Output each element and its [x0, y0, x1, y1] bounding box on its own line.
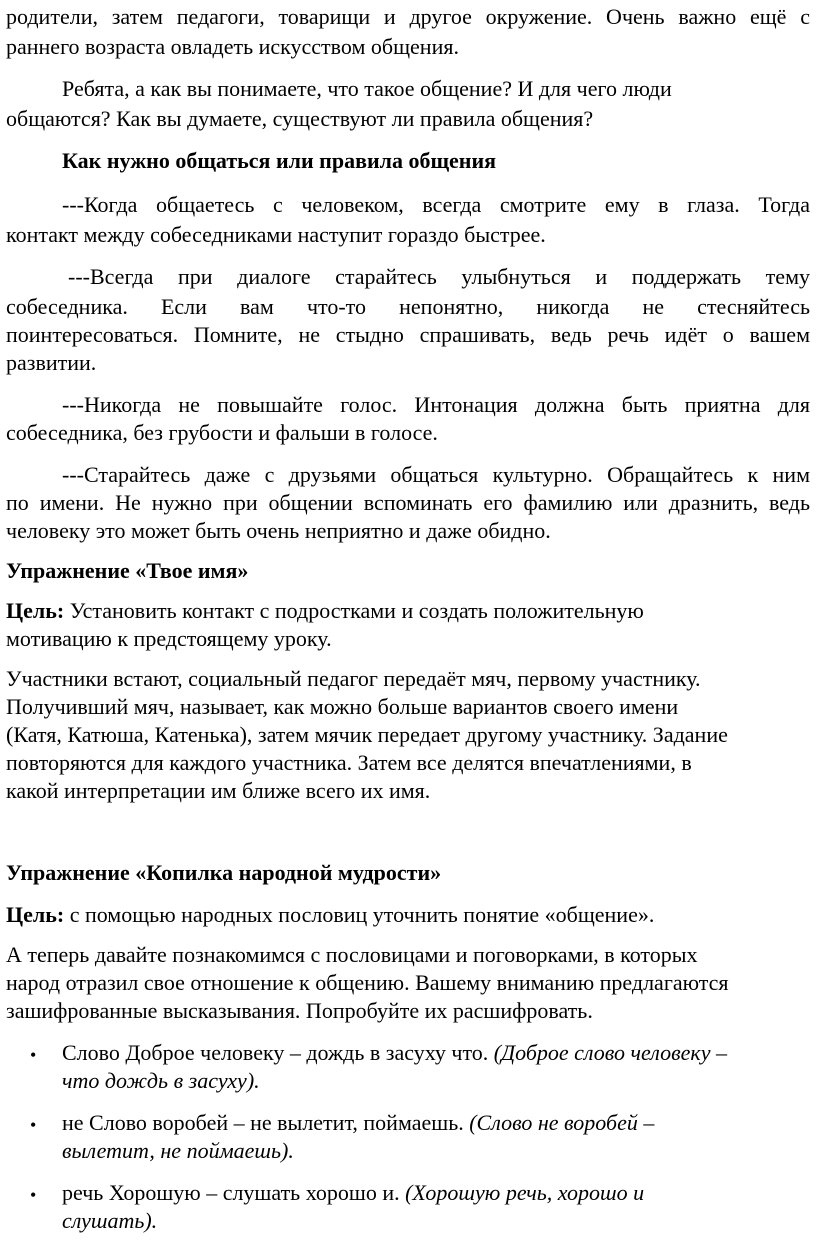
exercise2-body-line-3: зашифрованные высказывания. Попробуйте их расшифровать. [6, 998, 593, 1023]
bullet-icon: • [30, 1045, 37, 1065]
proverb-1-line-2: что дождь в засуху). [62, 1068, 260, 1093]
exercise2-title: Упражнение «Копилка народной мудрости» [6, 860, 442, 885]
proverb-3-line-2: слушать). [62, 1208, 158, 1233]
proverb-2-line-2: вылетит, не поймаешь). [62, 1138, 294, 1163]
bullet-icon: • [30, 1115, 37, 1135]
exercise2-body-line-1: А теперь давайте познакомимся с пословицами и поговорками, в которых [6, 942, 698, 967]
exercise1-body-line-4: повторяются для каждого участника. Затем все делятся впечатлениями, в [6, 750, 692, 775]
rules-heading: Как нужно общаться или правила общения [62, 148, 497, 173]
rule2-line-4: развитии. [6, 350, 97, 375]
exercise1-goal: Цель: Установить контакт с подростками и создать положительную [6, 598, 644, 623]
proverb-3-line-1: речь Хорошую – слушать хорошо и. (Хорошую речь, хорошо и [62, 1180, 645, 1205]
exercise1-body-line-1: Участники встают, социальный педагог передаёт мяч, первому участнику. [6, 666, 701, 691]
question-line-2: общаются? Как вы думаете, существуют ли правила общения? [6, 106, 594, 131]
exercise2-goal: Цель: с помощью народных пословиц уточнить понятие «общение». [6, 902, 655, 927]
exercise1-body-line-5: какой интерпретации им ближе всего их имя. [6, 778, 431, 803]
proverb-2-line-1: не Слово воробей – не вылетит, поймаешь. (Слово не воробей – [62, 1110, 655, 1135]
rule3-line-2: собеседника, без грубости и фальши в голосе. [6, 420, 438, 445]
question-line-1: Ребята, а как вы понимаете, что такое общение? И для чего люди [62, 76, 672, 101]
rule4-line-2: по имени. Не нужно при общении вспоминать его фамилию или дразнить, ведь [6, 490, 810, 515]
rule3-line-1: ---Никогда не повышайте голос. Интонация должна быть приятна для [62, 392, 810, 417]
intro-line-2: раннего возраста овладеть искусством общения. [6, 34, 459, 59]
exercise1-goal-line-2: мотивацию к предстоящему уроку. [6, 626, 332, 651]
rule1-line-2: контакт между собеседниками наступит гораздо быстрее. [6, 222, 546, 247]
exercise1-body-line-2: Получивший мяч, называет, как можно больше вариантов своего имени [6, 694, 679, 719]
exercise1-title: Упражнение «Твое имя» [6, 558, 249, 583]
exercise1-body-line-3: (Катя, Катюша, Катенька), затем мячик передает другому участнику. Задание [6, 722, 728, 747]
rule4-line-3: человеку это может быть очень неприятно и даже обидно. [6, 518, 551, 543]
bullet-icon: • [30, 1185, 37, 1205]
rule4-line-1: ---Старайтесь даже с друзьями общаться культурно. Обращайтесь к ним [62, 462, 810, 487]
rule2-line-1: ---Всегда при диалоге старайтесь улыбнуться и поддержать тему [68, 264, 810, 289]
rule2-line-2: собеседника. Если вам что-то непонятно, никогда не стесняйтесь [6, 294, 810, 319]
rule1-line-1: ---Когда общаетесь с человеком, всегда смотрите ему в глаза. Тогда [62, 192, 810, 217]
intro-line-1: родители, затем педагоги, товарищи и другое окружение. Очень важно ещё с [6, 4, 810, 29]
proverb-1-line-1: Слово Доброе человеку – дождь в засуху что. (Доброе слово человеку – [62, 1040, 727, 1065]
exercise2-body-line-2: народ отразил свое отношение к общению. Вашему вниманию предлагаются [6, 970, 729, 995]
rule2-line-3: поинтересоваться. Помните, не стыдно спрашивать, ведь речь идёт о вашем [6, 322, 810, 347]
